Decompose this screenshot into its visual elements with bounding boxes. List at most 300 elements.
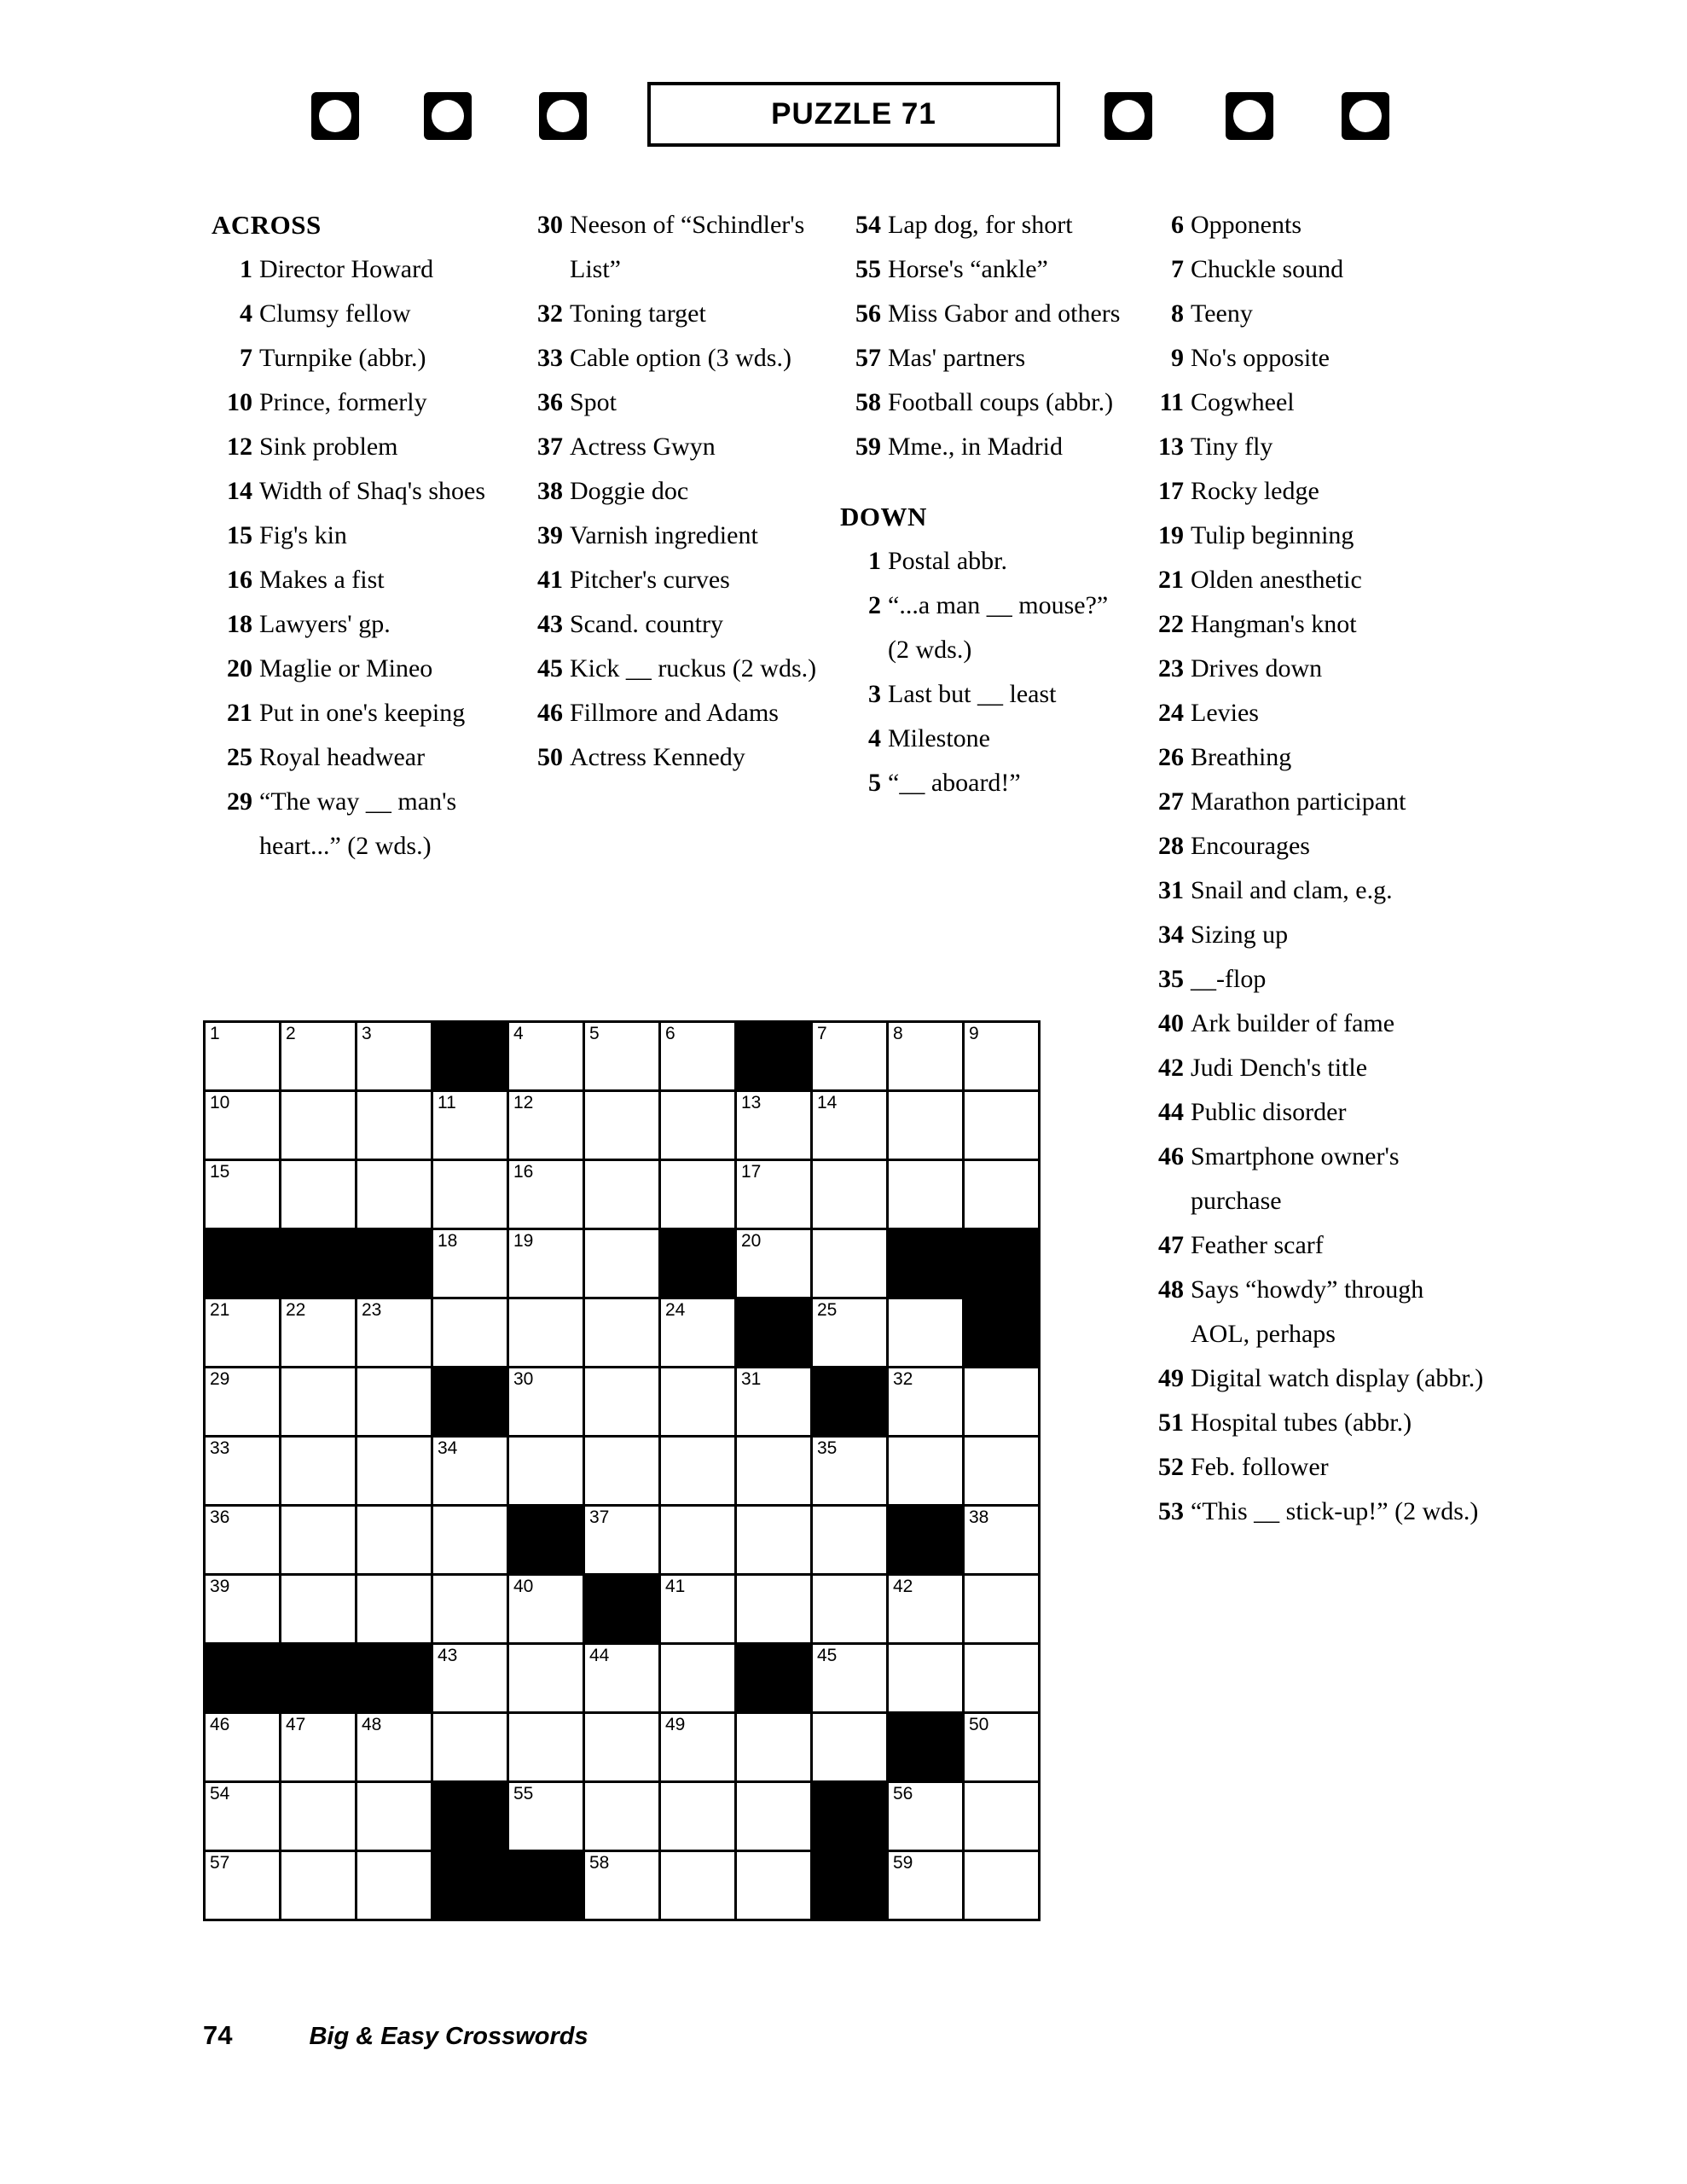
grid-cell-number: 29: [210, 1369, 230, 1389]
clue-down-31: [1143, 868, 1484, 913]
clue-across-4: [212, 292, 527, 336]
clue-number: 13: [1158, 433, 1184, 461]
grid-cell[interactable]: [508, 1575, 584, 1644]
grid-cell[interactable]: [812, 1575, 888, 1644]
grid-cell[interactable]: [812, 1298, 888, 1368]
grid-cell[interactable]: [432, 1091, 508, 1160]
grid-cell[interactable]: [205, 1091, 281, 1160]
clue-number: 14: [227, 477, 252, 505]
grid-cell[interactable]: [964, 1575, 1040, 1644]
grid-cell-number: 43: [438, 1646, 458, 1665]
clue-across-12: [212, 425, 527, 469]
clue-number: 52: [1158, 1453, 1184, 1481]
grid-cell[interactable]: [432, 1575, 508, 1644]
grid-cell[interactable]: [964, 1091, 1040, 1160]
grid-cell-number: 1: [210, 1024, 220, 1043]
grid-cell[interactable]: [736, 1575, 812, 1644]
clue-text: Fillmore and Adams: [570, 699, 779, 727]
grid-cell-number: 22: [286, 1300, 306, 1320]
grid-cell[interactable]: [357, 1782, 432, 1851]
grid-cell[interactable]: [964, 1851, 1040, 1920]
grid-cell[interactable]: [357, 1437, 432, 1506]
clue-number: 4: [868, 724, 881, 752]
clue-column-3: [840, 203, 1134, 805]
clue-number: 51: [1158, 1409, 1184, 1437]
clue-across-29: [212, 780, 527, 868]
clue-text: Spot: [570, 388, 617, 416]
clue-text: Postal abbr.: [888, 547, 1007, 575]
clue-number: 18: [227, 610, 252, 638]
clue-text: Opponents: [1191, 211, 1301, 239]
clue-text: Feather scarf: [1191, 1231, 1324, 1259]
circle-decor-icon-4: [1104, 92, 1152, 140]
grid-cell[interactable]: [584, 1368, 660, 1437]
grid-cell[interactable]: [584, 1506, 660, 1575]
grid-cell[interactable]: [888, 1091, 964, 1160]
grid-cell[interactable]: [508, 1644, 584, 1713]
clue-across-36: [522, 380, 820, 425]
grid-cell-number: 47: [286, 1715, 306, 1734]
grid-cell-number: 39: [210, 1577, 230, 1596]
clue-number: 47: [1158, 1231, 1184, 1259]
grid-cell[interactable]: [812, 1644, 888, 1713]
grid-row: [205, 1506, 1040, 1575]
clue-text: Actress Kennedy: [570, 743, 745, 771]
grid-cell[interactable]: [205, 1782, 281, 1851]
across-heading: ACROSS: [212, 210, 322, 240]
grid-cell[interactable]: [205, 1575, 281, 1644]
grid-cell[interactable]: [812, 1506, 888, 1575]
grid-cell-number: 11: [438, 1093, 456, 1112]
grid-cell[interactable]: [205, 1713, 281, 1782]
clue-number: 15: [227, 521, 252, 549]
grid-cell-block: [964, 1229, 1040, 1298]
grid-cell[interactable]: [660, 1298, 736, 1368]
grid-cell[interactable]: [357, 1851, 432, 1920]
grid-cell[interactable]: [432, 1713, 508, 1782]
grid-cell[interactable]: [432, 1644, 508, 1713]
clue-number: 21: [227, 699, 252, 727]
grid-cell[interactable]: [660, 1575, 736, 1644]
grid-cell[interactable]: [888, 1298, 964, 1368]
clue-number: 1: [868, 547, 881, 575]
grid-cell[interactable]: [660, 1160, 736, 1229]
grid-cell[interactable]: [660, 1713, 736, 1782]
grid-cell[interactable]: [357, 1575, 432, 1644]
grid-cell[interactable]: [584, 1022, 660, 1091]
circle-decor-icon-1: [311, 92, 359, 140]
grid-cell[interactable]: [660, 1782, 736, 1851]
grid-cell[interactable]: [205, 1506, 281, 1575]
clue-across-30: [522, 203, 820, 292]
grid-cell-block: [357, 1644, 432, 1713]
clue-number: 26: [1158, 743, 1184, 771]
grid-cell[interactable]: [812, 1091, 888, 1160]
grid-row: [205, 1575, 1040, 1644]
grid-cell[interactable]: [812, 1160, 888, 1229]
clue-down-4: [840, 717, 1134, 761]
grid-cell-number: 49: [665, 1715, 686, 1734]
grid-cell-number: 14: [817, 1093, 838, 1112]
grid-cell[interactable]: [205, 1022, 281, 1091]
clue-across-39: [522, 514, 820, 558]
grid-cell[interactable]: [736, 1437, 812, 1506]
clue-text: Levies: [1191, 699, 1259, 727]
clue-number: 49: [1158, 1364, 1184, 1392]
clue-text: Tiny fly: [1191, 433, 1273, 461]
clue-down-21: [1143, 558, 1484, 602]
clue-number: 55: [855, 255, 881, 283]
grid-cell-number: 35: [817, 1438, 838, 1458]
grid-cell-number: 18: [438, 1231, 458, 1251]
grid-cell[interactable]: [508, 1713, 584, 1782]
grid-cell[interactable]: [584, 1851, 660, 1920]
grid-cell-block: [205, 1229, 281, 1298]
grid-cell[interactable]: [508, 1298, 584, 1368]
grid-cell[interactable]: [281, 1437, 357, 1506]
clue-text: Tulip beginning: [1191, 521, 1354, 549]
grid-cell[interactable]: [660, 1437, 736, 1506]
grid-cell[interactable]: [584, 1437, 660, 1506]
clue-number: 16: [227, 566, 252, 594]
grid-cell[interactable]: [736, 1713, 812, 1782]
clue-text: Last but __ least: [888, 680, 1057, 708]
grid-cell[interactable]: [888, 1782, 964, 1851]
grid-cell-number: 56: [893, 1784, 913, 1804]
grid-cell-number: 58: [589, 1853, 610, 1873]
clue-text: Rocky ledge: [1191, 477, 1319, 505]
clue-down-48: [1143, 1268, 1484, 1356]
grid-cell[interactable]: [205, 1851, 281, 1920]
clue-number: 46: [1158, 1142, 1184, 1170]
clue-text: Hangman's knot: [1191, 610, 1357, 638]
grid-cell[interactable]: [432, 1298, 508, 1368]
grid-cell-number: 10: [210, 1093, 230, 1112]
clue-number: 59: [855, 433, 881, 461]
grid-cell[interactable]: [584, 1644, 660, 1713]
clue-down-34: [1143, 913, 1484, 957]
grid-cell-number: 17: [741, 1162, 762, 1182]
clue-number: 53: [1158, 1497, 1184, 1525]
clue-across-41: [522, 558, 820, 602]
clue-text: Teeny: [1191, 299, 1253, 328]
grid-cell-block: [432, 1782, 508, 1851]
clue-number: 46: [537, 699, 563, 727]
clue-text: Smartphone owner's purchase: [1191, 1142, 1400, 1215]
grid-cell[interactable]: [888, 1437, 964, 1506]
clue-across-15: [212, 514, 527, 558]
grid-cell[interactable]: [205, 1160, 281, 1229]
clue-number: 41: [537, 566, 563, 594]
grid-cell[interactable]: [660, 1022, 736, 1091]
clue-across-38: [522, 469, 820, 514]
grid-cell[interactable]: [432, 1506, 508, 1575]
grid-cell[interactable]: [281, 1713, 357, 1782]
grid-cell[interactable]: [281, 1368, 357, 1437]
grid-cell-number: 3: [362, 1024, 372, 1043]
grid-cell[interactable]: [964, 1022, 1040, 1091]
circle-decor-icon-3: [539, 92, 587, 140]
clue-text: Encourages: [1191, 832, 1310, 860]
grid-cell-number: 42: [893, 1577, 913, 1596]
clue-number: 42: [1158, 1054, 1184, 1082]
grid-cell[interactable]: [584, 1091, 660, 1160]
clue-across-25: [212, 735, 527, 780]
clue-text: Director Howard: [259, 255, 434, 283]
grid-cell-number: 34: [438, 1438, 458, 1458]
clue-down-46: [1143, 1135, 1484, 1223]
grid-cell[interactable]: [508, 1368, 584, 1437]
grid-cell[interactable]: [888, 1851, 964, 1920]
grid-cell[interactable]: [357, 1506, 432, 1575]
grid-cell[interactable]: [508, 1437, 584, 1506]
clue-number: 23: [1158, 654, 1184, 682]
grid-cell[interactable]: [736, 1229, 812, 1298]
grid-cell[interactable]: [432, 1229, 508, 1298]
grid-cell-number: 57: [210, 1853, 230, 1873]
grid-cell[interactable]: [357, 1368, 432, 1437]
grid-cell[interactable]: [812, 1713, 888, 1782]
clue-text: Drives down: [1191, 654, 1323, 682]
clue-down-8: [1143, 292, 1484, 336]
grid-cell[interactable]: [357, 1160, 432, 1229]
clue-down-17: [1143, 469, 1484, 514]
clue-down-53: [1143, 1490, 1484, 1534]
grid-cell[interactable]: [584, 1298, 660, 1368]
clue-number: 36: [537, 388, 563, 416]
grid-cell[interactable]: [508, 1229, 584, 1298]
grid-cell[interactable]: [357, 1022, 432, 1091]
grid-cell[interactable]: [281, 1575, 357, 1644]
clue-number: 39: [537, 521, 563, 549]
clue-text: Width of Shaq's shoes: [259, 477, 486, 505]
clue-column-1: [212, 203, 527, 868]
clue-number: 31: [1158, 876, 1184, 904]
clue-number: 30: [537, 211, 563, 239]
clue-text: Turnpike (abbr.): [259, 344, 426, 372]
clue-across-59: [840, 425, 1134, 469]
clue-text: Football coups (abbr.): [888, 388, 1114, 416]
grid-cell[interactable]: [508, 1091, 584, 1160]
clue-across-37: [522, 425, 820, 469]
grid-cell-block: [888, 1506, 964, 1575]
grid-cell[interactable]: [660, 1644, 736, 1713]
grid-cell[interactable]: [281, 1782, 357, 1851]
clue-text: Feb. follower: [1191, 1453, 1329, 1481]
clue-number: 21: [1158, 566, 1184, 594]
circle-decor-icon-2: [424, 92, 472, 140]
clue-down-24: [1143, 691, 1484, 735]
grid-cell[interactable]: [281, 1160, 357, 1229]
grid-cell[interactable]: [357, 1091, 432, 1160]
grid-cell[interactable]: [964, 1644, 1040, 1713]
clue-text: Mme., in Madrid: [888, 433, 1063, 461]
grid-cell[interactable]: [660, 1851, 736, 1920]
clue-text: Actress Gwyn: [570, 433, 716, 461]
clue-across-56: [840, 292, 1134, 336]
grid-cell-number: 6: [665, 1024, 675, 1043]
grid-cell-block: [584, 1575, 660, 1644]
grid-cell[interactable]: [812, 1229, 888, 1298]
grid-cell-block: [281, 1229, 357, 1298]
clue-text: Put in one's keeping: [259, 699, 466, 727]
grid-cell-number: 25: [817, 1300, 838, 1320]
grid-cell[interactable]: [888, 1644, 964, 1713]
clue-across-21: [212, 691, 527, 735]
grid-cell-block: [660, 1229, 736, 1298]
grid-cell[interactable]: [432, 1437, 508, 1506]
grid-cell[interactable]: [281, 1506, 357, 1575]
clue-text: Clumsy fellow: [259, 299, 411, 328]
clue-text: Neeson of “Schindler's List”: [570, 211, 805, 283]
grid-cell[interactable]: [281, 1022, 357, 1091]
clue-down-40: [1143, 1002, 1484, 1046]
grid-row: [205, 1851, 1040, 1920]
clue-text: “This __ stick-up!” (2 wds.): [1191, 1497, 1479, 1525]
clue-number: 34: [1158, 921, 1184, 949]
clue-text: Olden anesthetic: [1191, 566, 1362, 594]
grid-cell-block: [812, 1851, 888, 1920]
clue-number: 50: [537, 743, 563, 771]
grid-cell[interactable]: [205, 1298, 281, 1368]
grid-cell[interactable]: [281, 1851, 357, 1920]
clue-number: 25: [227, 743, 252, 771]
clue-number: 38: [537, 477, 563, 505]
grid-cell[interactable]: [736, 1160, 812, 1229]
grid-cell[interactable]: [888, 1368, 964, 1437]
grid-cell[interactable]: [888, 1022, 964, 1091]
grid-cell[interactable]: [205, 1368, 281, 1437]
grid-cell[interactable]: [964, 1368, 1040, 1437]
grid-cell[interactable]: [281, 1298, 357, 1368]
clue-text: Scand. country: [570, 610, 723, 638]
clue-column-4: [1143, 203, 1484, 1534]
grid-cell[interactable]: [736, 1506, 812, 1575]
page-title: PUZZLE 71: [771, 97, 936, 131]
clue-down-9: [1143, 336, 1484, 380]
clue-text: Sizing up: [1191, 921, 1289, 949]
grid-cell[interactable]: [964, 1782, 1040, 1851]
crossword-grid-table[interactable]: [203, 1020, 1041, 1921]
clue-across-1: [212, 247, 527, 292]
grid-cell[interactable]: [357, 1713, 432, 1782]
clue-down-2: [840, 584, 1134, 672]
clue-across-10: [212, 380, 527, 425]
clue-text: Cogwheel: [1191, 388, 1295, 416]
grid-cell[interactable]: [736, 1091, 812, 1160]
grid-cell[interactable]: [736, 1851, 812, 1920]
clue-number: 27: [1158, 787, 1184, 816]
clue-text: Ark builder of fame: [1191, 1009, 1395, 1037]
clue-down-42: [1143, 1046, 1484, 1090]
grid-cell[interactable]: [660, 1091, 736, 1160]
grid-cell[interactable]: [812, 1022, 888, 1091]
clue-text: Doggie doc: [570, 477, 689, 505]
grid-cell[interactable]: [432, 1160, 508, 1229]
grid-cell[interactable]: [584, 1713, 660, 1782]
clue-text: Maglie or Mineo: [259, 654, 433, 682]
clue-text: Lap dog, for short: [888, 211, 1073, 239]
grid-cell[interactable]: [964, 1506, 1040, 1575]
clue-number: 48: [1158, 1275, 1184, 1304]
clue-number: 3: [868, 680, 881, 708]
clue-text: Hospital tubes (abbr.): [1191, 1409, 1412, 1437]
clue-across-43: [522, 602, 820, 647]
grid-cell[interactable]: [508, 1022, 584, 1091]
grid-cell[interactable]: [508, 1782, 584, 1851]
grid-cell-block: [432, 1368, 508, 1437]
clue-number: 5: [868, 769, 881, 797]
grid-cell-number: 46: [210, 1715, 230, 1734]
clue-across-50: [522, 735, 820, 780]
grid-row: [205, 1022, 1040, 1091]
grid-cell-block: [964, 1298, 1040, 1368]
grid-cell[interactable]: [888, 1575, 964, 1644]
grid-cell[interactable]: [205, 1437, 281, 1506]
crossword-grid[interactable]: [203, 1020, 1041, 1921]
clue-number: 2: [868, 591, 881, 619]
grid-cell[interactable]: [964, 1437, 1040, 1506]
grid-cell-number: 30: [513, 1369, 534, 1389]
clue-across-57: [840, 336, 1134, 380]
grid-cell[interactable]: [888, 1160, 964, 1229]
grid-cell[interactable]: [964, 1713, 1040, 1782]
grid-cell-number: 44: [589, 1646, 610, 1665]
grid-cell[interactable]: [964, 1160, 1040, 1229]
clue-number: 57: [855, 344, 881, 372]
clue-number: 6: [1171, 211, 1184, 239]
clue-across-20: [212, 647, 527, 691]
grid-cell[interactable]: [736, 1368, 812, 1437]
clue-across-58: [840, 380, 1134, 425]
clue-number: 29: [227, 787, 252, 816]
grid-cell[interactable]: [584, 1160, 660, 1229]
page-footer: [203, 2020, 588, 2051]
clue-down-35: [1143, 957, 1484, 1002]
grid-cell-block: [205, 1644, 281, 1713]
clue-across-55: [840, 247, 1134, 292]
clue-down-13: [1143, 425, 1484, 469]
grid-cell[interactable]: [660, 1368, 736, 1437]
grid-cell[interactable]: [736, 1782, 812, 1851]
grid-row: [205, 1229, 1040, 1298]
grid-cell[interactable]: [812, 1437, 888, 1506]
clue-text: Varnish ingredient: [570, 521, 758, 549]
clue-down-52: [1143, 1445, 1484, 1490]
grid-cell[interactable]: [660, 1506, 736, 1575]
grid-row: [205, 1713, 1040, 1782]
clue-number: 8: [1171, 299, 1184, 328]
grid-cell[interactable]: [584, 1782, 660, 1851]
grid-cell-number: 7: [817, 1024, 827, 1043]
grid-cell-number: 9: [969, 1024, 979, 1043]
grid-cell-block: [281, 1644, 357, 1713]
grid-cell-number: 24: [665, 1300, 686, 1320]
clue-text: Cable option (3 wds.): [570, 344, 791, 372]
grid-cell[interactable]: [357, 1298, 432, 1368]
clue-text: Snail and clam, e.g.: [1191, 876, 1393, 904]
clue-down-19: [1143, 514, 1484, 558]
grid-cell[interactable]: [508, 1160, 584, 1229]
clue-down-7: [1143, 247, 1484, 292]
clue-number: 54: [855, 211, 881, 239]
grid-cell-block: [888, 1713, 964, 1782]
grid-cell-number: 41: [665, 1577, 686, 1596]
grid-cell[interactable]: [281, 1091, 357, 1160]
grid-cell[interactable]: [584, 1229, 660, 1298]
clue-text: “The way __ man's heart...” (2 wds.): [259, 787, 457, 860]
clue-text: Toning target: [570, 299, 706, 328]
